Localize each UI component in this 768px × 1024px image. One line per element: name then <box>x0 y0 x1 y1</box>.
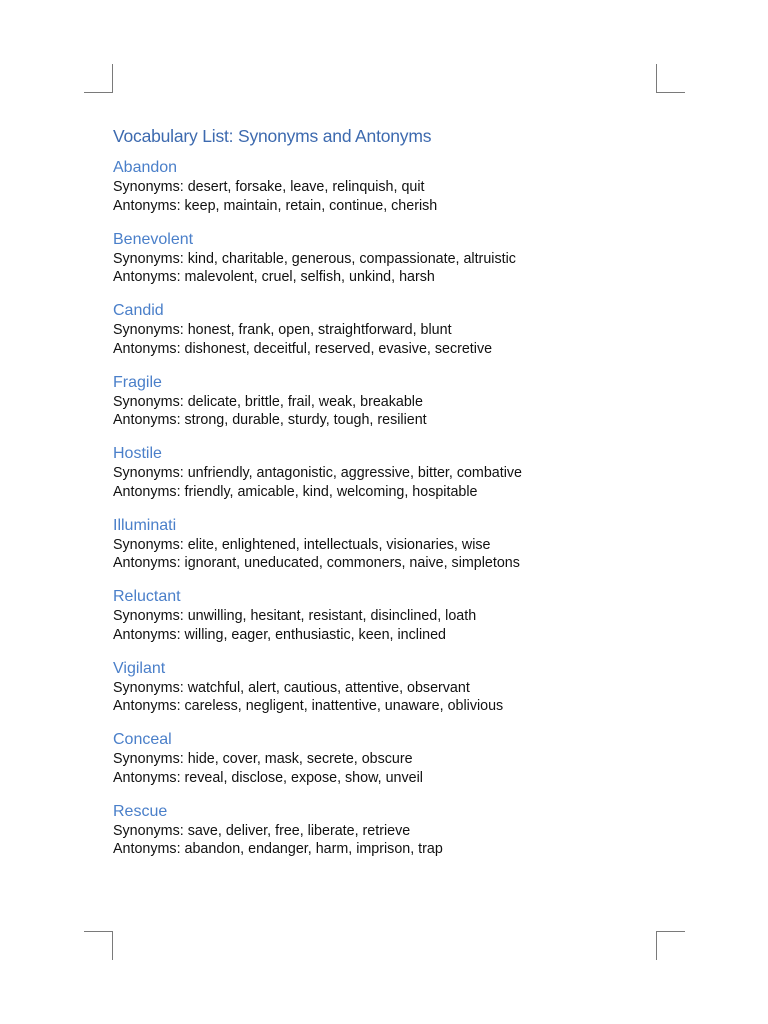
document-body <box>113 124 673 873</box>
vocabulary-entry <box>113 301 673 358</box>
entry-antonyms: Antonyms: abandon, endanger, harm, imprison, trap <box>113 841 443 857</box>
entry-antonyms: Antonyms: willing, eager, enthusiastic, keen, inclined <box>113 626 446 643</box>
entry-word: Candid <box>113 302 164 319</box>
entry-antonyms: Antonyms: dishonest, deceitful, reserved, evasive, secretive <box>113 340 493 357</box>
vocabulary-entry <box>113 730 673 787</box>
entry-antonyms: Antonyms: friendly, amicable, kind, welcoming, hospitable <box>113 483 478 500</box>
entry-word: Illuminati <box>113 516 177 534</box>
entry-word: Hostile <box>113 445 162 462</box>
entry-word: Benevolent <box>113 230 194 248</box>
entry-antonyms: Antonyms: careless, negligent, inattentive, unaware, oblivious <box>113 698 504 714</box>
entry-synonyms: Synonyms: kind, charitable, generous, compassionate, altruistic <box>113 250 516 267</box>
entry-synonyms: Synonyms: delicate, brittle, frail, weak, breakable <box>113 393 423 410</box>
entry-antonyms: Antonyms: keep, maintain, retain, continue, cherish <box>113 197 438 214</box>
vocabulary-entry <box>113 373 673 430</box>
entry-synonyms: Synonyms: hide, cover, mask, secrete, obscure <box>113 751 413 767</box>
entry-antonyms: Antonyms: ignorant, uneducated, commoners, naive, simpletons <box>113 555 520 571</box>
document-title: Vocabulary List: Synonyms and Antonyms <box>113 126 432 146</box>
entry-synonyms: Synonyms: desert, forsake, leave, relinquish, quit <box>113 179 425 195</box>
entry-synonyms: Synonyms: unfriendly, antagonistic, aggressive, bitter, combative <box>113 465 522 481</box>
vocabulary-entry <box>113 516 673 573</box>
entry-word: Reluctant <box>113 588 181 605</box>
entry-antonyms: Antonyms: strong, durable, sturdy, tough, resilient <box>113 412 427 428</box>
entry-word: Vigilant <box>113 659 166 677</box>
entry-antonyms: Antonyms: malevolent, cruel, selfish, unkind, harsh <box>113 269 435 285</box>
vocabulary-entry <box>113 659 673 716</box>
entry-antonyms: Antonyms: reveal, disclose, expose, show, unveil <box>113 769 423 786</box>
vocabulary-entry <box>113 802 673 859</box>
vocabulary-entry <box>113 230 673 287</box>
entry-word: Abandon <box>113 159 178 176</box>
entry-synonyms: Synonyms: unwilling, hesitant, resistant, disinclined, loath <box>113 608 477 624</box>
vocabulary-entry <box>113 444 673 501</box>
entry-word: Rescue <box>113 802 168 820</box>
crop-mark-bottom-left <box>84 931 113 960</box>
entry-word: Conceal <box>113 731 172 748</box>
vocabulary-entry <box>113 587 673 644</box>
entry-synonyms: Synonyms: honest, frank, open, straightforward, blunt <box>113 322 452 338</box>
crop-mark-top-right <box>656 64 685 93</box>
entry-synonyms: Synonyms: elite, enlightened, intellectuals, visionaries, wise <box>113 536 491 553</box>
entry-word: Fragile <box>113 373 162 391</box>
entry-synonyms: Synonyms: watchful, alert, cautious, attentive, observant <box>113 679 470 696</box>
entry-synonyms: Synonyms: save, deliver, free, liberate, retrieve <box>113 822 411 839</box>
crop-mark-bottom-right <box>656 931 685 960</box>
vocabulary-entry <box>113 158 673 215</box>
crop-mark-top-left <box>84 64 113 93</box>
